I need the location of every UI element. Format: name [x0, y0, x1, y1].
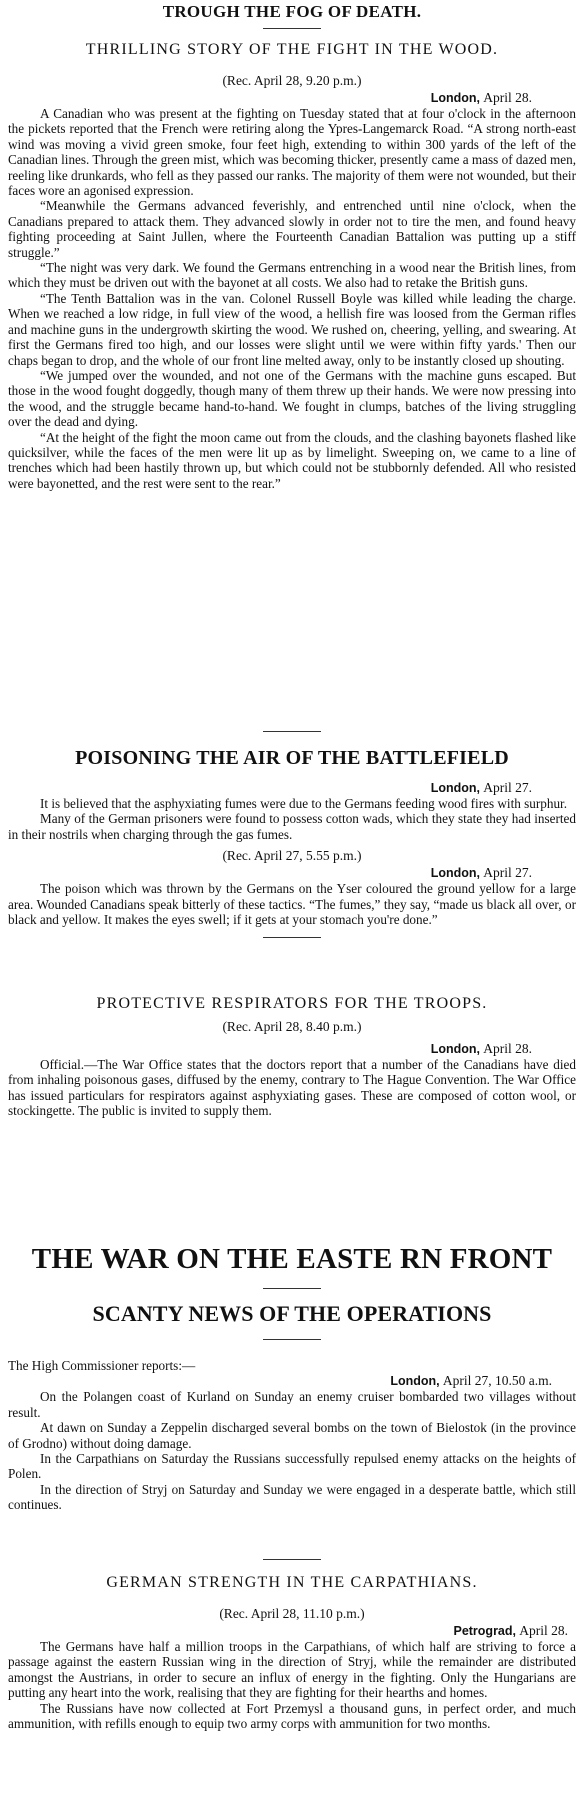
paragraph: “At the height of the fight the moon came out from the clouds, and the clashing bayonets flashed like quicksilver, while the faces of the men were lit up as by limelight. Sweeping on, we came to a line of trenches which had been hastily thrown up, but which could not be stubbornly defended. All who resisted were bayonetted, and the rest were sent to the rear.”: [8, 429, 576, 491]
paragraph: On the Polangen coast of Kurland on Sunday an enemy cruiser bombarded two villages without result.: [8, 1389, 576, 1420]
received-time: (Rec. April 28, 11.10 p.m.): [219, 1606, 365, 1621]
dateline: [8, 1623, 576, 1639]
dateline-place: Petrograd,: [453, 1624, 516, 1638]
article-fog-of-death: [8, 0, 576, 491]
dateline-date: April 28.: [519, 1623, 568, 1638]
dateline-date: April 28.: [483, 1041, 532, 1056]
received-time: (Rec. April 28, 9.20 p.m.): [222, 73, 362, 88]
dateline: [8, 865, 576, 881]
paragraph: In the Carpathians on Saturday the Russians successfully repulsed enemy attacks on the heights of Polen.: [8, 1451, 576, 1482]
divider: [263, 1288, 321, 1289]
paragraph: The Germans have half a million troops in the Carpathians, of which half are striving to force a passage against the eastern Russian wing in the direction of Stryj, while the remainder are distributed amongst the Austrians, in order to secure an influx of energy in the fighting. Only the Hungarians are putting any heart into the work, realising that they are fighting for their hearths and homes.: [8, 1639, 576, 1701]
dateline-place: London,: [390, 1374, 440, 1389]
dateline-place: London,: [430, 91, 480, 105]
paragraph: “The Tenth Battalion was in the van. Colonel Russell Boyle was killed while leading the charge. When we reached a low ridge, in full view of the wood, a hellish fire was loosed from the German rifles and machine guns in the undergrowth skirting the wood. We rushed on, cheering, yelling, and swearing. At first the Germans fired too high, and our losses were slight until we were within fifty yards.' Then our chaps began to drop, and the whole of our front line melted away, only to be instantly closed up shouting.: [8, 290, 576, 368]
article-eastern-front: [8, 1243, 576, 1513]
dateline: [8, 1041, 576, 1057]
intro-line: The High Commissioner reports:—: [8, 1358, 196, 1373]
dateline-place: London,: [430, 866, 480, 881]
divider: [263, 28, 321, 29]
article-poisoning-air: [8, 747, 576, 938]
dateline: [8, 90, 576, 106]
dateline: [8, 1373, 576, 1389]
divider: [263, 1559, 321, 1560]
paragraph: At dawn on Sunday a Zeppelin discharged several bombs on the town of Bielostok (in the province of Grodno) without doing damage.: [8, 1420, 576, 1451]
divider: [263, 731, 321, 732]
paragraph: The Russians have now collected at Fort Przemysl a thousand guns, in perfect order, and much ammunition, with refills enough to equip two army corps with ammunition for two months.: [8, 1700, 576, 1732]
headline-german-strength: GERMAN STRENGTH IN THE CARPATHIANS.: [106, 1574, 478, 1591]
paragraph: In the direction of Stryj on Saturday and Sunday we were engaged in a desperate battle, which still continues.: [8, 1481, 576, 1513]
dateline-date: April 27.: [483, 780, 532, 795]
received-time: (Rec. April 28, 8.40 p.m.): [222, 1019, 362, 1034]
dateline-date: April 27, 10.50 a.m.: [442, 1373, 552, 1389]
paragraph: It is believed that the asphyxiating fumes were due to the Germans feeding wood fires with surphur.: [40, 796, 567, 811]
paragraph: Official.—The War Office states that the doctors report that a number of the Canadians have died from inhaling poisonous gases, diffused by the enemy, contrary to The Hague Convention. The War Office has issued particulars for respirators against asphyxiating gases. These are composed of cotton wool, or stockingette. The public is invited to supply them.: [8, 1057, 576, 1119]
subheadline-fight-in-wood: THRILLING STORY OF THE FIGHT IN THE WOOD.: [85, 41, 499, 58]
dateline-place: London,: [430, 1042, 480, 1056]
paragraph: The poison which was thrown by the Germans on the Yser coloured the ground yellow for a large area. Wounded Canadians speak bitterly of these tactics. “The fumes,” they say, “made us black all over, or black and yellow. It makes the eyes swell; if it gets at your stomach you're done.”: [8, 881, 576, 928]
headline-poisoning-air: POISONING THE AIR OF THE BATTLEFIELD: [75, 747, 509, 769]
paragraph: Many of the German prisoners were found to possess cotton wads, which they state they had inserted in their nostrils when charging through the gas fumes.: [8, 811, 576, 842]
dateline-place: London,: [430, 781, 480, 795]
article-respirators: [8, 995, 576, 1119]
received-time: (Rec. April 27, 5.55 p.m.): [222, 848, 362, 864]
dateline: [8, 780, 576, 796]
dateline-date: April 27.: [483, 865, 532, 881]
headline-respirators: PROTECTIVE RESPIRATORS FOR THE TROOPS.: [96, 995, 488, 1012]
paragraph: A Canadian who was present at the fighting on Tuesday stated that at four o'clock in the afternoon the pickets reported that the French were retiring along the Ypres-Langemarck Road. “A strong north-east wind was moving a vivid green smoke, four feet high, extending to within 300 yards of the left of the Canadian lines. Through the green mist, which was becoming thicker, presently came a mass of dazed men, reeling like drunkards, who fell as they passed our ranks. The majority of them were not wounded, but their faces wore an agonised expression.: [8, 106, 576, 199]
headline-fog-of-death: TROUGH THE FOG OF DEATH.: [162, 2, 422, 21]
divider: [263, 937, 321, 938]
article-german-strength: [8, 1574, 576, 1731]
paragraph: “We jumped over the wounded, and not one of the Germans with the machine guns escaped. But those in the wood fought doggedly, though many of them threw up their hands. We were now pressing into the wood, and the struggle became hand-to-hand. We fought in clumps, batches of the living struggling over the dead and dying.: [8, 367, 576, 430]
headline-eastern-front: THE WAR ON THE EASTE RN FRONT: [31, 1243, 553, 1275]
subheadline-scanty-news: SCANTY NEWS OF THE OPERATIONS: [92, 1301, 492, 1326]
divider: [263, 1339, 321, 1340]
paragraph: “The night was very dark. We found the Germans entrenching in a wood near the British lines, from which they must be driven out with the bayonet at all costs. We also had to retake the British guns.: [8, 260, 576, 291]
paragraph: “Meanwhile the Germans advanced feverishly, and entrenched until nine o'clock, when the Canadians prepared to attack them. They advanced slowly in order not to tire the men, and found heavy fighting proceeding at Saint Jullen, where the Fourteenth Canadian Battalion was putting up a stiff struggle.”: [8, 198, 576, 260]
dateline-date: April 28.: [483, 90, 532, 105]
